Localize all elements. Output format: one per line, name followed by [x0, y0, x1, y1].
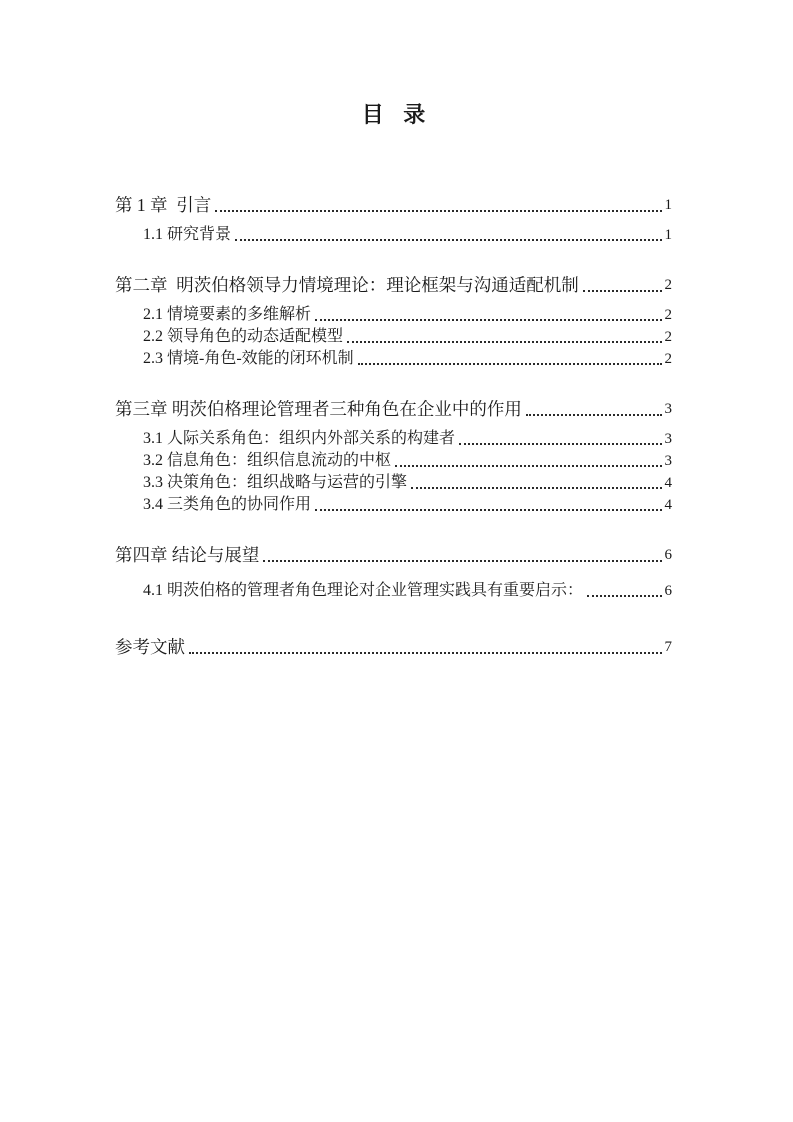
dot-leader	[215, 210, 661, 212]
toc-entry-page: 4	[664, 475, 672, 491]
toc-entry-label: 第二章 明茨伯格领导力情境理论：理论框架与沟通适配机制	[115, 275, 579, 295]
toc-entry-ch4	[115, 542, 672, 568]
toc-entry-label: 3.3 决策角色：组织战略与运营的引擎	[143, 474, 408, 491]
toc-entry-ch1	[115, 192, 672, 218]
toc-entry-3-1	[115, 428, 672, 450]
toc-entry-label: 3.1 人际关系角色：组织内外部关系的构建者	[143, 430, 456, 447]
toc-entry-2-2	[115, 326, 672, 348]
toc-entry-label: 3.4 三类角色的协同作用	[143, 496, 312, 513]
toc-entry-label: 2.1 情境要素的多维解析	[143, 306, 312, 323]
dot-leader	[411, 487, 661, 489]
toc-entry-page: 2	[664, 351, 672, 367]
toc-entry-page: 2	[664, 277, 672, 293]
toc-entry-page: 2	[664, 329, 672, 345]
toc-entry-label: 参考文献	[115, 637, 185, 657]
toc-entry-page: 4	[664, 497, 672, 513]
dot-leader	[347, 341, 661, 343]
toc-entry-label: 4.1 明茨伯格的管理者角色理论对企业管理实践具有重要启示：	[143, 582, 584, 599]
toc-entry-page: 3	[664, 431, 672, 447]
toc-entry-4-1	[115, 580, 672, 602]
toc-entry-2-3	[115, 348, 672, 370]
page-title: 目 录	[361, 102, 426, 127]
toc-entry-label: 2.3 情境-角色-效能的闭环机制	[143, 350, 354, 367]
dot-leader	[459, 443, 661, 445]
toc-entry-3-3	[115, 472, 672, 494]
dot-leader	[587, 595, 661, 597]
dot-leader	[526, 414, 662, 416]
dot-leader	[189, 652, 662, 654]
toc-entry-1-1	[115, 224, 672, 246]
toc-entry-page: 3	[664, 453, 672, 469]
toc-entry-3-4	[115, 494, 672, 516]
toc-entry-3-2	[115, 450, 672, 472]
dot-leader	[263, 560, 661, 562]
dot-leader	[395, 465, 661, 467]
toc-entry-label: 第四章 结论与展望	[115, 545, 260, 565]
toc-entry-label: 2.2 领导角色的动态适配模型	[143, 328, 344, 345]
dot-leader	[315, 319, 661, 321]
toc-entry-label: 3.2 信息角色：组织信息流动的中枢	[143, 452, 392, 469]
toc-entry-ch3	[115, 396, 672, 422]
toc-entry-page: 1	[664, 197, 672, 213]
dot-leader	[583, 290, 662, 292]
toc-entry-page: 7	[664, 639, 672, 655]
dot-leader	[358, 363, 662, 365]
toc-entry-references	[115, 634, 672, 660]
toc-entry-page: 6	[664, 547, 672, 563]
toc-entry-ch2	[115, 272, 672, 298]
toc-entry-page: 1	[664, 227, 672, 243]
toc-entry-page: 3	[664, 401, 672, 417]
toc-list	[115, 192, 672, 660]
toc-entry-label: 第三章 明茨伯格理论管理者三种角色在企业中的作用	[115, 399, 522, 419]
toc-entry-label: 1.1 研究背景	[143, 226, 232, 243]
dot-leader	[315, 509, 661, 511]
toc-entry-2-1	[115, 304, 672, 326]
toc-entry-page: 2	[664, 307, 672, 323]
toc-entry-label: 第 1 章 引言	[115, 195, 212, 215]
dot-leader	[235, 239, 661, 241]
toc-entry-page: 6	[664, 583, 672, 599]
